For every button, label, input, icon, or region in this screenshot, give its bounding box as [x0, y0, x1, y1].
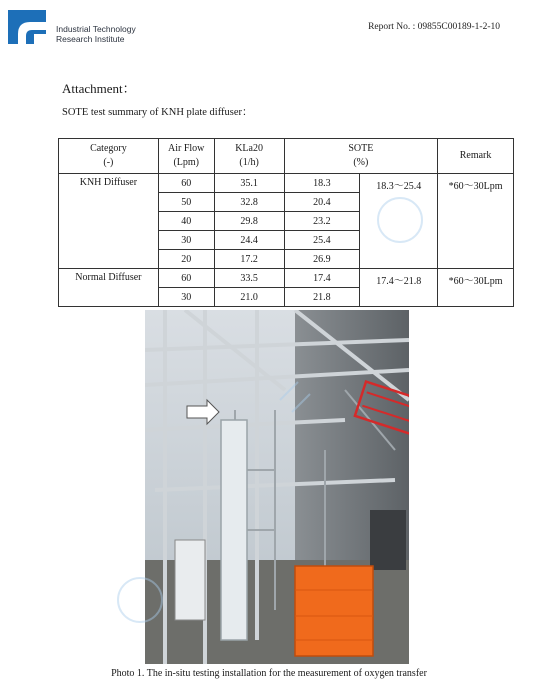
header-kla20: KLa20 (1/h) — [214, 139, 284, 174]
installation-photo — [145, 310, 409, 664]
category-cell: KNH Diffuser — [59, 174, 159, 269]
header-sote: SOTE (%) — [284, 139, 438, 174]
sote-cell: 26.9 — [284, 250, 360, 269]
sote-range-cell: 18.3～25.4 — [360, 174, 438, 269]
category-cell: Normal Diffuser — [59, 269, 159, 307]
org-line-2: Research Institute — [56, 34, 125, 44]
header-air-flow: Air Flow (Lpm) — [158, 139, 214, 174]
table-row — [59, 174, 514, 193]
sote-cell: 23.2 — [284, 212, 360, 231]
table-header-row — [59, 139, 514, 174]
header-remark: Remark — [438, 139, 514, 174]
remark-cell: *60～30Lpm — [438, 174, 514, 269]
kla20-cell: 33.5 — [214, 269, 284, 288]
kla20-cell: 35.1 — [214, 174, 284, 193]
air-flow-cell: 40 — [158, 212, 214, 231]
sote-cell: 20.4 — [284, 193, 360, 212]
air-flow-cell: 20 — [158, 250, 214, 269]
air-flow-cell: 60 — [158, 269, 214, 288]
table-row — [59, 269, 514, 288]
attachment-title: Attachment： — [62, 81, 136, 96]
kla20-cell: 29.8 — [214, 212, 284, 231]
sote-cell: 17.4 — [284, 269, 360, 288]
summary-title: SOTE test summary of KNH plate diffuser： — [62, 107, 253, 118]
air-flow-cell: 30 — [158, 288, 214, 307]
sote-cell: 18.3 — [284, 174, 360, 193]
kla20-cell: 24.4 — [214, 231, 284, 250]
remark-cell: *60～30Lpm — [438, 269, 514, 307]
sote-cell: 25.4 — [284, 231, 360, 250]
organization-name — [56, 24, 136, 44]
sote-range-cell: 17.4～21.8 — [360, 269, 438, 307]
kla20-cell: 17.2 — [214, 250, 284, 269]
kla20-cell: 21.0 — [214, 288, 284, 307]
report-number: Report No. : 09855C00189-1-2-10 — [368, 22, 500, 32]
air-flow-cell: 30 — [158, 231, 214, 250]
sote-summary-table — [58, 138, 514, 307]
photo-caption: Photo 1. The in-situ testing installation for the measurement of oxygen transfer — [111, 668, 427, 679]
kla20-cell: 32.8 — [214, 193, 284, 212]
org-line-1: Industrial Technology — [56, 24, 136, 34]
air-flow-cell: 60 — [158, 174, 214, 193]
header-category: Category (-) — [59, 139, 159, 174]
air-flow-cell: 50 — [158, 193, 214, 212]
sote-cell: 21.8 — [284, 288, 360, 307]
itri-logo-icon — [8, 10, 46, 44]
